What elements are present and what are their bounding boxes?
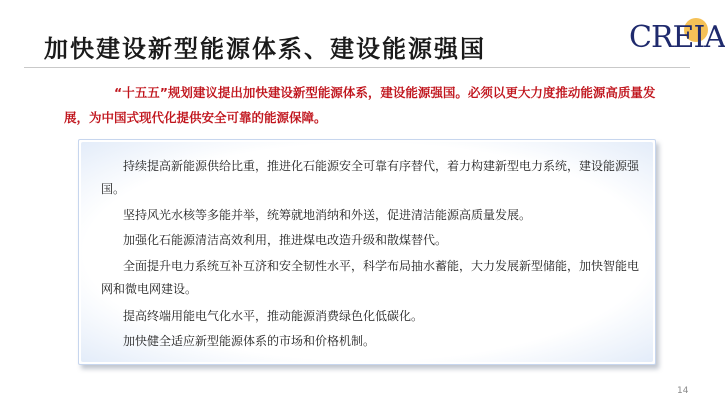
creia-logo	[627, 16, 725, 60]
content-panel-inner	[81, 142, 653, 362]
bullet-paragraph: 全面提升电力系统互补互济和安全韧性水平，科学布局抽水蓄能，大力发展新型储能，加快智能电网和微电网建设。	[101, 259, 640, 296]
logo-text: CREIA	[629, 20, 725, 55]
bullet-paragraph: 持续提高新能源供给比重，推进化石能源安全可靠有序替代，着力构建新型电力系统，建设能源强国。	[101, 159, 640, 196]
lead-paragraph: “十五五”规划建议提出加快建设新型能源体系，建设能源强国。必须以更大力度推动能源高质量发展，为中国式现代化提供安全可靠的能源保障。	[64, 85, 656, 125]
page-number: 14	[677, 386, 689, 396]
bullet-paragraph: 加快健全适应新型能源体系的市场和价格机制。	[123, 334, 376, 348]
content-panel	[78, 139, 656, 365]
slide-title: 加快建设新型能源体系、建设能源强国	[44, 35, 486, 63]
bullet-paragraph: 提高终端用能电气化水平，推动能源消费绿色化低碳化。	[123, 309, 424, 323]
bullet-paragraph: 加强化石能源清洁高效利用，推进煤电改造升级和散煤替代。	[123, 233, 448, 247]
title-divider	[24, 67, 690, 68]
bullet-paragraph: 坚持风光水核等多能并举，统筹就地消纳和外送，促进清洁能源高质量发展。	[123, 208, 532, 222]
